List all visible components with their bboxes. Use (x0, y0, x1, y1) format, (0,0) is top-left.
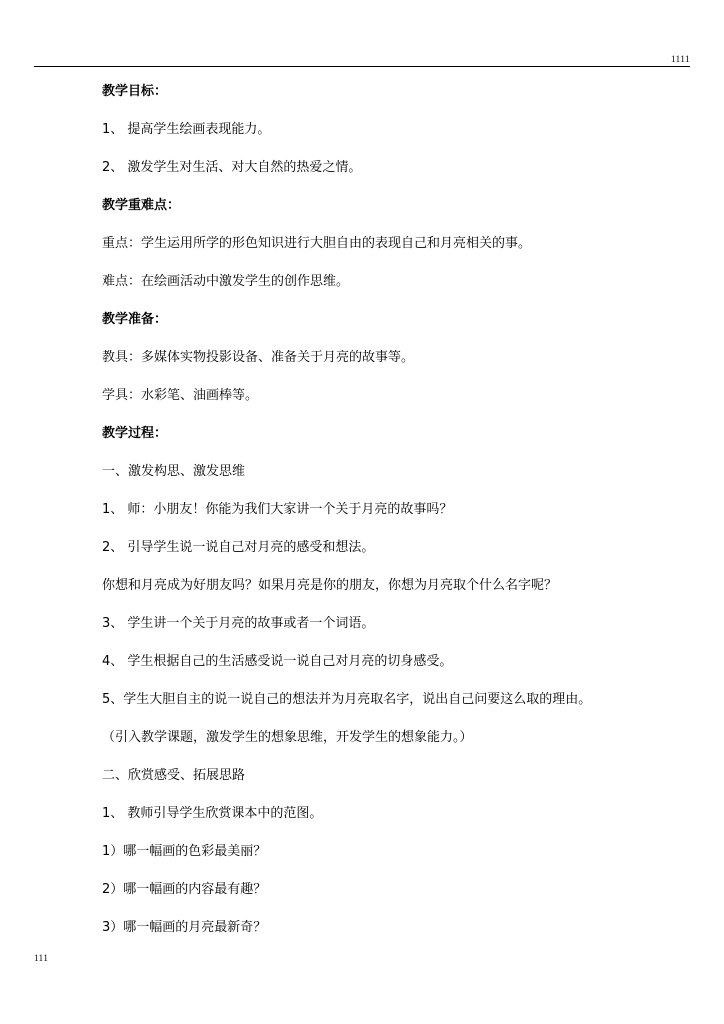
process-item: 3、 学生讲一个关于月亮的故事或者一个词语。 (102, 616, 375, 631)
process-note: （引入教学课题，激发学生的想象思维，开发学生的想象能力。） (102, 730, 473, 745)
process-paragraph: 你想和月亮成为好朋友吗？如果月亮是你的朋友，你想为月亮取个什么名字呢？ (102, 578, 558, 593)
objective-item: 2、 激发学生对生活、对大自然的热爱之情。 (102, 160, 362, 175)
heading-key-difficulties: 教学重难点： (102, 198, 181, 213)
heading-teaching-objectives: 教学目标： (102, 84, 168, 99)
key-point-text: 重点：学生运用所学的形色知识进行大胆自由的表现自己和月亮相关的事。 (102, 236, 532, 251)
process-item: 5、学生大胆自主的说一说自己的想法并为月亮取名字，说出自己问要这么取的理由。 (102, 692, 592, 707)
question-item: 3）哪一幅画的月亮最新奇？ (102, 920, 267, 935)
section-heading: 二、欣赏感受、拓展思路 (102, 768, 246, 783)
question-item: 2）哪一幅画的内容最有趣？ (102, 882, 267, 897)
section-heading: 一、激发构思、激发思维 (102, 464, 246, 479)
process-item: 4、 学生根据自己的生活感受说一说自己对月亮的切身感受。 (102, 654, 453, 669)
footer-page-number: 111 (34, 953, 49, 963)
heading-preparation: 教学准备： (102, 312, 168, 327)
teacher-materials-text: 教具：多媒体实物投影设备、准备关于月亮的故事等。 (102, 350, 415, 365)
difficulty-text: 难点：在绘画活动中激发学生的创作思维。 (102, 274, 350, 289)
header-rule (34, 66, 690, 67)
process-item: 1、 教师引导学生欣赏课本中的范图。 (102, 806, 323, 821)
question-item: 1）哪一幅画的色彩最美丽？ (102, 844, 267, 859)
student-materials-text: 学具：水彩笔、油画棒等。 (102, 388, 259, 403)
lesson-plan-body (102, 82, 692, 956)
header-page-number: 1111 (671, 54, 690, 64)
heading-teaching-process: 教学过程： (102, 426, 168, 441)
objective-item: 1、 提高学生绘画表现能力。 (102, 122, 271, 137)
process-item: 1、 师：小朋友！你能为我们大家讲一个关于月亮的故事吗？ (102, 502, 453, 517)
process-item: 2、 引导学生说一说自己对月亮的感受和想法。 (102, 540, 375, 555)
